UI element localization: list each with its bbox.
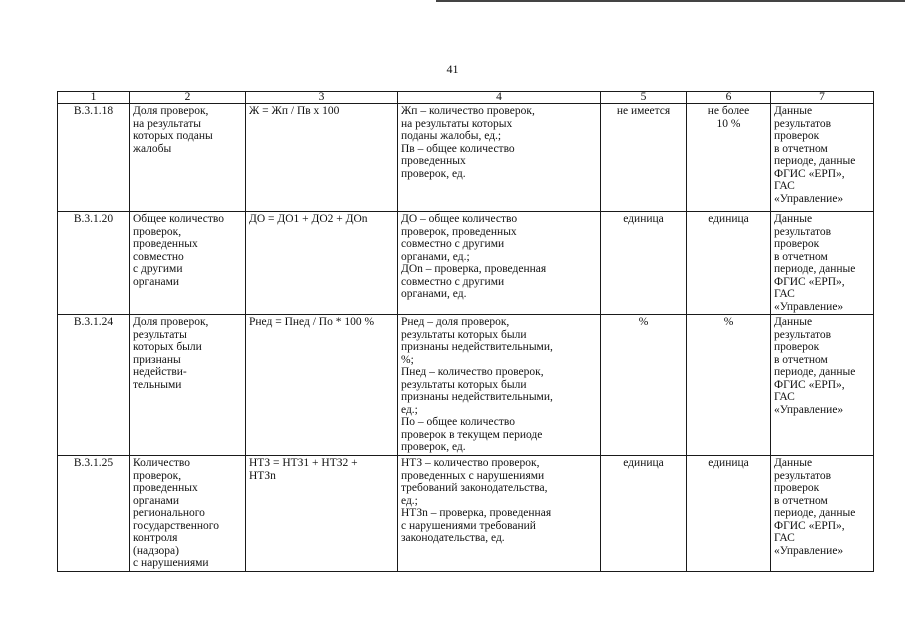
indicator-unit: единица bbox=[601, 456, 687, 572]
column-header: 2 bbox=[130, 92, 246, 104]
indicator-name: Количество проверок, проведенных органами регионального государственного контроля (надзора) с нарушениями bbox=[130, 456, 246, 572]
page-number: 41 bbox=[446, 62, 459, 76]
table-row bbox=[58, 456, 874, 572]
indicator-description: Рнед – доля проверок, результаты которых были признаны недействительными, %; Пнед – количество проверок, результаты которых были признаны недействительными, ед.; По – общее количество проверок в текущем периоде проверок, ед. bbox=[398, 315, 601, 456]
table-row bbox=[58, 315, 874, 456]
table-header-row bbox=[58, 92, 874, 104]
indicator-code: В.3.1.20 bbox=[58, 212, 130, 315]
indicator-code: В.3.1.25 bbox=[58, 456, 130, 572]
indicator-target: единица bbox=[687, 212, 771, 315]
column-header: 3 bbox=[246, 92, 398, 104]
indicator-code: В.3.1.24 bbox=[58, 315, 130, 456]
indicator-target: не более 10 % bbox=[687, 104, 771, 212]
indicator-target: единица bbox=[687, 456, 771, 572]
indicator-formula: ДО = ДО1 + ДО2 + ДОn bbox=[246, 212, 398, 315]
indicator-source: Данные результатов проверок в отчетном периоде, данные ФГИС «ЕРП», ГАС «Управление» bbox=[771, 212, 874, 315]
column-header: 6 bbox=[687, 92, 771, 104]
indicator-target: % bbox=[687, 315, 771, 456]
column-header: 4 bbox=[398, 92, 601, 104]
table-row bbox=[58, 104, 874, 212]
column-header: 5 bbox=[601, 92, 687, 104]
indicator-description: НТЗ – количество проверок, проведенных с нарушениями требований законодательства, ед.; НТЗn – проверка, проведенная с нарушениями требований законодательства, ед. bbox=[398, 456, 601, 572]
indicator-name: Доля проверок, на результаты которых поданы жалобы bbox=[130, 104, 246, 212]
indicator-description: ДО – общее количество проверок, проведенных совместно с другими органами, ед.; ДОn – проверка, проведенная совместно с другими органами, ед. bbox=[398, 212, 601, 315]
indicator-code: В.3.1.18 bbox=[58, 104, 130, 212]
indicator-unit: единица bbox=[601, 212, 687, 315]
column-header: 7 bbox=[771, 92, 874, 104]
indicator-formula: Рнед = Пнед / По * 100 % bbox=[246, 315, 398, 456]
indicator-source: Данные результатов проверок в отчетном периоде, данные ФГИС «ЕРП», ГАС «Управление» bbox=[771, 315, 874, 456]
indicators-table bbox=[57, 91, 874, 572]
indicator-source: Данные результатов проверок в отчетном периоде, данные ФГИС «ЕРП», ГАС «Управление» bbox=[771, 456, 874, 572]
indicator-unit: % bbox=[601, 315, 687, 456]
indicator-name: Доля проверок, результаты которых были признаны недействи- тельными bbox=[130, 315, 246, 456]
column-header: 1 bbox=[58, 92, 130, 104]
indicator-formula: НТЗ = НТЗ1 + НТЗ2 + НТЗn bbox=[246, 456, 398, 572]
top-rule bbox=[436, 0, 905, 2]
indicator-unit: не имеется bbox=[601, 104, 687, 212]
indicator-description: Жп – количество проверок, на результаты которых поданы жалобы, ед.; Пв – общее количество проведенных проверок, ед. bbox=[398, 104, 601, 212]
table-row bbox=[58, 212, 874, 315]
indicator-formula: Ж = Жп / Пв х 100 bbox=[246, 104, 398, 212]
indicator-name: Общее количество проверок, проведенных совместно с другими органами bbox=[130, 212, 246, 315]
indicator-source: Данные результатов проверок в отчетном периоде, данные ФГИС «ЕРП», ГАС «Управление» bbox=[771, 104, 874, 212]
